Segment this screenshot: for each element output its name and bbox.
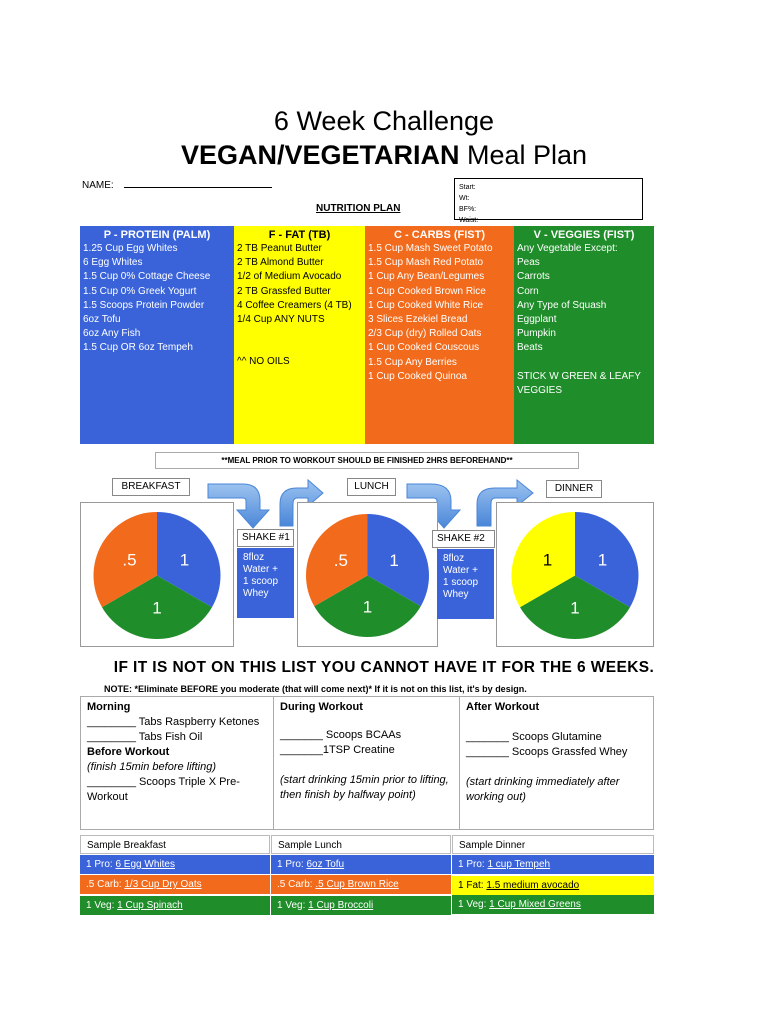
- pie-slice-label: .5: [122, 550, 137, 570]
- supplement-line: (start drinking immediately after working out): [466, 776, 620, 803]
- shake1-line: Whey: [243, 588, 269, 599]
- veggies-item: Any Vegetable Except:: [517, 243, 618, 254]
- after-column: [459, 697, 653, 829]
- carbs-item: 1 Cup Cooked Brown Rice: [368, 285, 486, 297]
- supplement-line: (start drinking 15min prior to lifting, then finish by halfway point): [280, 774, 449, 801]
- fat-item: 2 TB Almond Butter: [237, 257, 324, 269]
- fat-heading: F - FAT (TB): [268, 229, 331, 241]
- protein-item: 1.5 Cup OR 6oz Tempeh: [83, 342, 193, 354]
- carbs-item: 1 Cup Cooked White Rice: [368, 299, 484, 311]
- fat-item: 4 Coffee Creamers (4 TB): [237, 299, 352, 311]
- pie-slice-label: 1: [570, 598, 580, 618]
- sample-dinner-heading: Sample Dinner: [452, 835, 654, 854]
- protein-item: 1.5 Cup 0% Greek Yogurt: [83, 285, 197, 297]
- dinner-label: DINNER: [546, 480, 602, 498]
- protein-heading: P - PROTEIN (PALM): [103, 229, 211, 241]
- protein-column: [80, 226, 234, 444]
- shake2-box: [437, 549, 494, 619]
- shake1-label: SHAKE #1: [237, 529, 294, 547]
- morning-column: [81, 697, 273, 829]
- stat-start: Start:: [459, 184, 476, 191]
- lunch-label: LUNCH: [347, 478, 396, 496]
- stat-weight: Wt:: [459, 195, 470, 202]
- carbs-item: 1.5 Cup Any Berries: [368, 356, 457, 368]
- supplement-line: ________ Tabs Fish Oil: [87, 731, 203, 743]
- sample-row: 1 Fat: 1.5 medium avocado: [452, 876, 654, 895]
- sample-row: 1 Veg: 1 Cup Spinach: [80, 896, 270, 915]
- subtitle-bold: VEGAN/VEGETARIAN: [180, 140, 460, 170]
- pie-slice-label: 1: [542, 550, 553, 570]
- supplement-line: _______1TSP Creatine: [280, 744, 395, 756]
- carbs-item: 1.5 Cup Mash Sweet Potato: [368, 243, 493, 254]
- sample-row: 1 Pro: 1 cup Tempeh: [452, 855, 654, 874]
- lunch-pie: [298, 503, 437, 646]
- stat-waist: Waist:: [459, 217, 479, 224]
- shake2-line: Whey: [443, 589, 469, 600]
- during-heading: During Workout: [280, 701, 363, 713]
- veggies-item: Pumpkin: [517, 328, 556, 340]
- dinner-pie: [497, 503, 653, 646]
- pie-slice-label: 1: [597, 550, 608, 570]
- breakfast-label: BREAKFAST: [112, 478, 190, 496]
- nutrition-plan-label: NUTRITION PLAN: [316, 203, 401, 214]
- subtitle-rest: Meal Plan: [459, 140, 588, 170]
- veggies-item: Carrots: [517, 271, 550, 283]
- pie-slice-label: 1: [389, 551, 399, 571]
- fat-item: 2 TB Peanut Butter: [237, 243, 322, 254]
- pie-slice-label: 1: [152, 598, 162, 618]
- protein-item: 1.5 Scoops Protein Powder: [83, 299, 205, 311]
- shake1-line: 8floz: [243, 552, 265, 563]
- stat-bodyfat: BF%:: [459, 206, 477, 213]
- veggies-heading: V - VEGGIES (FIST): [533, 229, 635, 241]
- breakfast-pie: [81, 503, 233, 646]
- protein-item: 1.5 Cup 0% Cottage Cheese: [83, 271, 211, 283]
- pie-slice-label: .5: [333, 551, 348, 571]
- protein-item: 1.25 Cup Egg Whites: [83, 243, 178, 254]
- protein-item: 6 Egg Whites: [83, 257, 143, 269]
- carbs-item: 1 Cup Cooked Quinoa: [368, 370, 467, 382]
- carbs-item: 2/3 Cup (dry) Rolled Oats: [368, 328, 482, 340]
- protein-item: 6oz Any Fish: [83, 328, 141, 340]
- warning-heading: IF IT IS NOT ON THIS LIST YOU CANNOT HAVE IT FOR THE 6 WEEKS.: [113, 659, 655, 676]
- fat-column: [234, 226, 365, 444]
- breakfast-pie-box: [80, 502, 234, 647]
- fat-note: ^^ NO OILS: [237, 356, 290, 368]
- page-title: 6 Week Challenge: [273, 106, 495, 136]
- sample-breakfast-heading: Sample Breakfast: [80, 835, 270, 854]
- shake2-line: 8floz: [443, 553, 465, 564]
- supplement-line: (finish 15min before lifting): [87, 761, 217, 773]
- carbs-item: 1.5 Cup Mash Red Potato: [368, 257, 484, 269]
- sample-row: 1 Pro: 6 Egg Whites: [80, 855, 270, 874]
- stats-box[interactable]: [454, 178, 643, 224]
- carbs-heading: C - CARBS (FIST): [393, 229, 486, 241]
- carbs-column: [365, 226, 514, 444]
- veggies-item: Eggplant: [517, 314, 557, 326]
- shake2-line: Water +: [443, 565, 478, 576]
- pie-slice-label: 1: [179, 550, 190, 570]
- sample-lunch-heading: Sample Lunch: [271, 835, 451, 854]
- lunch-pie-box: [297, 502, 438, 647]
- veggies-note: STICK W GREEN & LEAFY VEGGIES: [517, 370, 641, 396]
- morning-heading: Morning: [87, 701, 131, 713]
- page-subtitle: [0, 140, 768, 171]
- sample-row: 1 Veg: 1 Cup Mixed Greens: [452, 895, 654, 914]
- shake1-box: [237, 548, 294, 618]
- supplement-line: _______ Scoops Grassfed Whey: [466, 746, 628, 758]
- fat-item: 1/4 Cup ANY NUTS: [237, 314, 325, 326]
- pie-slice-label: 1: [362, 597, 373, 617]
- supplement-line: _______ Scoops BCAAs: [280, 729, 402, 741]
- sample-row: .5 Carb: 1/3 Cup Dry Oats: [80, 875, 270, 894]
- veggies-item: Peas: [517, 257, 540, 269]
- dinner-pie-box: [496, 502, 654, 647]
- fat-item: 1/2 of Medium Avocado: [237, 271, 342, 283]
- name-field[interactable]: [82, 178, 272, 191]
- carbs-item: 1 Cup Cooked Couscous: [368, 342, 480, 354]
- during-column: [273, 697, 459, 829]
- supplement-table: [80, 696, 654, 830]
- after-heading: After Workout: [466, 701, 540, 713]
- name-label: NAME:: [82, 180, 114, 191]
- sample-row: 1 Veg: 1 Cup Broccoli: [271, 896, 451, 915]
- before-workout-heading: Before Workout: [87, 746, 170, 758]
- supplement-line: _______ Scoops Glutamine: [466, 731, 602, 743]
- sample-row: 1 Pro: 6oz Tofu: [271, 855, 451, 874]
- supplement-line: ________ Scoops Triple X Pre-Workout: [87, 776, 240, 803]
- sample-row: .5 Carb: .5 Cup Brown Rice: [271, 875, 451, 894]
- carbs-item: 1 Cup Any Bean/Legumes: [368, 271, 485, 283]
- meal-timing-note: **MEAL PRIOR TO WORKOUT SHOULD BE FINISHED 2HRS BEFOREHAND**: [155, 452, 579, 469]
- veggies-item: Any Type of Squash: [517, 299, 607, 311]
- shake2-line: 1 scoop: [443, 577, 479, 588]
- shake2-label: SHAKE #2: [432, 530, 495, 548]
- eliminate-note: NOTE: *Eliminate BEFORE you moderate (that will come next)* If it is not on this list, it's by design.: [104, 684, 527, 694]
- shake1-line: 1 scoop: [243, 576, 279, 587]
- supplement-line: ________ Tabs Raspberry Ketones: [87, 716, 260, 728]
- veggies-column: [514, 226, 654, 444]
- name-line[interactable]: [124, 178, 272, 188]
- fat-item: 2 TB Grassfed Butter: [237, 285, 331, 297]
- veggies-item: Corn: [517, 285, 539, 297]
- veggies-item: Beats: [517, 342, 543, 354]
- protein-item: 6oz Tofu: [83, 314, 121, 326]
- carbs-item: 3 Slices Ezekiel Bread: [368, 314, 468, 326]
- shake1-line: Water +: [243, 564, 278, 575]
